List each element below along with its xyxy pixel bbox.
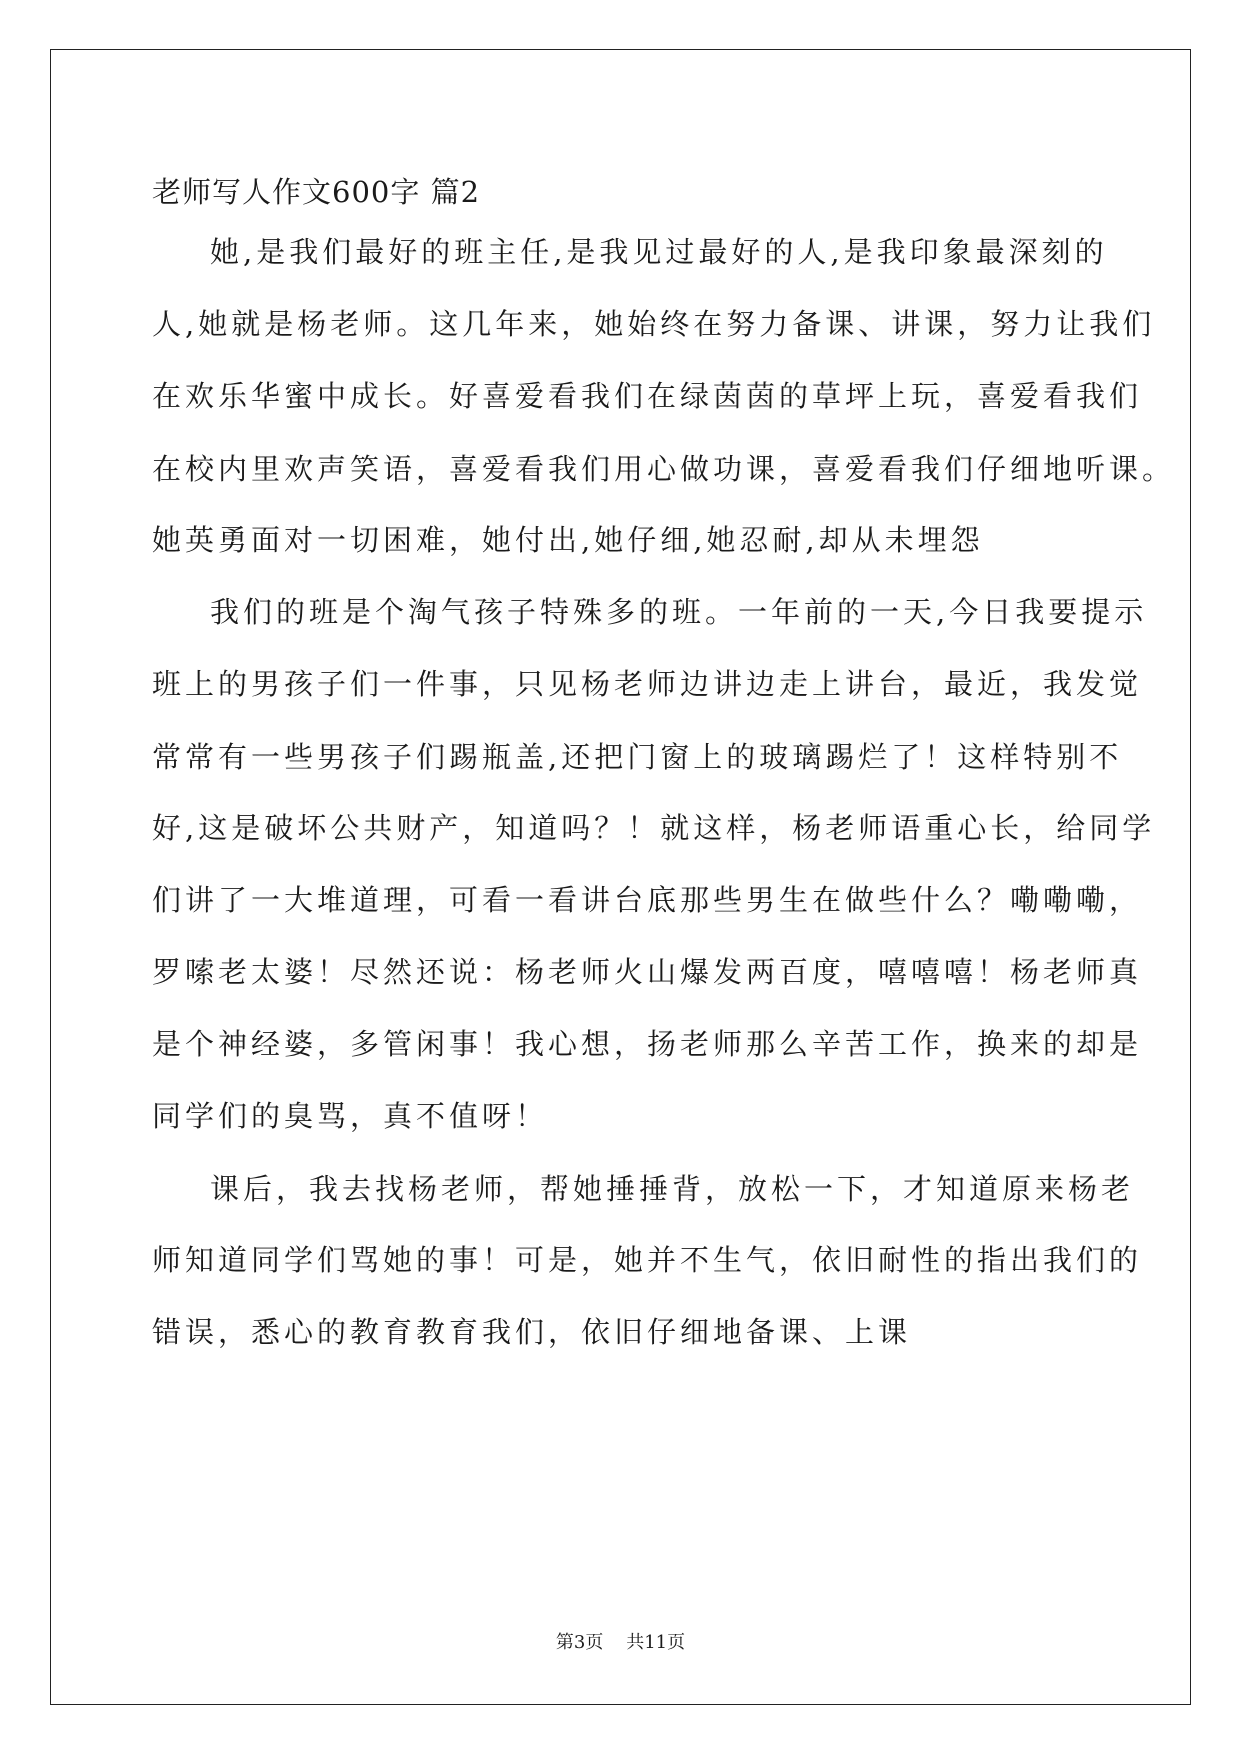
text-line: 人,她就是杨老师。这几年来，她始终在努力备课、讲课，努力让我们 [152,307,1156,341]
text-line: 们讲了一大堆道理，可看一看讲台底那些男生在做些什么？嘞嘞嘞， [152,883,1143,917]
page-border [50,49,1191,1705]
text-line: 班上的男孩子们一件事，只见杨老师边讲边走上讲台，最近，我发觉 [152,667,1143,701]
text-line: 错误，悉心的教育教育我们，依旧仔细地备课、上课 [152,1315,912,1349]
text-line: 常常有一些男孩子们踢瓶盖,还把门窗上的玻璃踢烂了！这样特别不 [152,740,1123,774]
text-line: 是个神经婆，多管闲事！我心想，扬老师那么辛苦工作，换来的却是 [152,1027,1143,1061]
page-number: 第3页 共11页 [555,1632,686,1653]
text-line: 罗嗦老太婆！尽然还说：杨老师火山爆发两百度，嘻嘻嘻！杨老师真 [152,955,1143,989]
text-line: 她英勇面对一切困难，她付出,她仔细,她忍耐,却从未埋怨 [152,523,984,557]
text-line: 她,是我们最好的班主任,是我见过最好的人,是我印象最深刻的 [210,235,1108,269]
text-line: 同学们的臭骂，真不值呀！ [152,1099,549,1133]
document-title: 老师写人作文600字 篇2 [152,175,481,209]
text-line: 在校内里欢声笑语，喜爱看我们用心做功课，喜爱看我们仔细地听课。 [152,452,1176,486]
text-line: 课后，我去找杨老师，帮她捶捶背，放松一下，才知道原来杨老 [210,1172,1135,1206]
text-line: 我们的班是个淘气孩子特殊多的班。一年前的一天,今日我要提示 [210,595,1148,629]
text-line: 好,这是破坏公共财产，知道吗？！就这样，杨老师语重心长，给同学 [152,811,1156,845]
text-line: 在欢乐华蜜中成长。好喜爱看我们在绿茵茵的草坪上玩，喜爱看我们 [152,379,1143,413]
text-line: 师知道同学们骂她的事！可是，她并不生气，依旧耐性的指出我们的 [152,1243,1143,1277]
